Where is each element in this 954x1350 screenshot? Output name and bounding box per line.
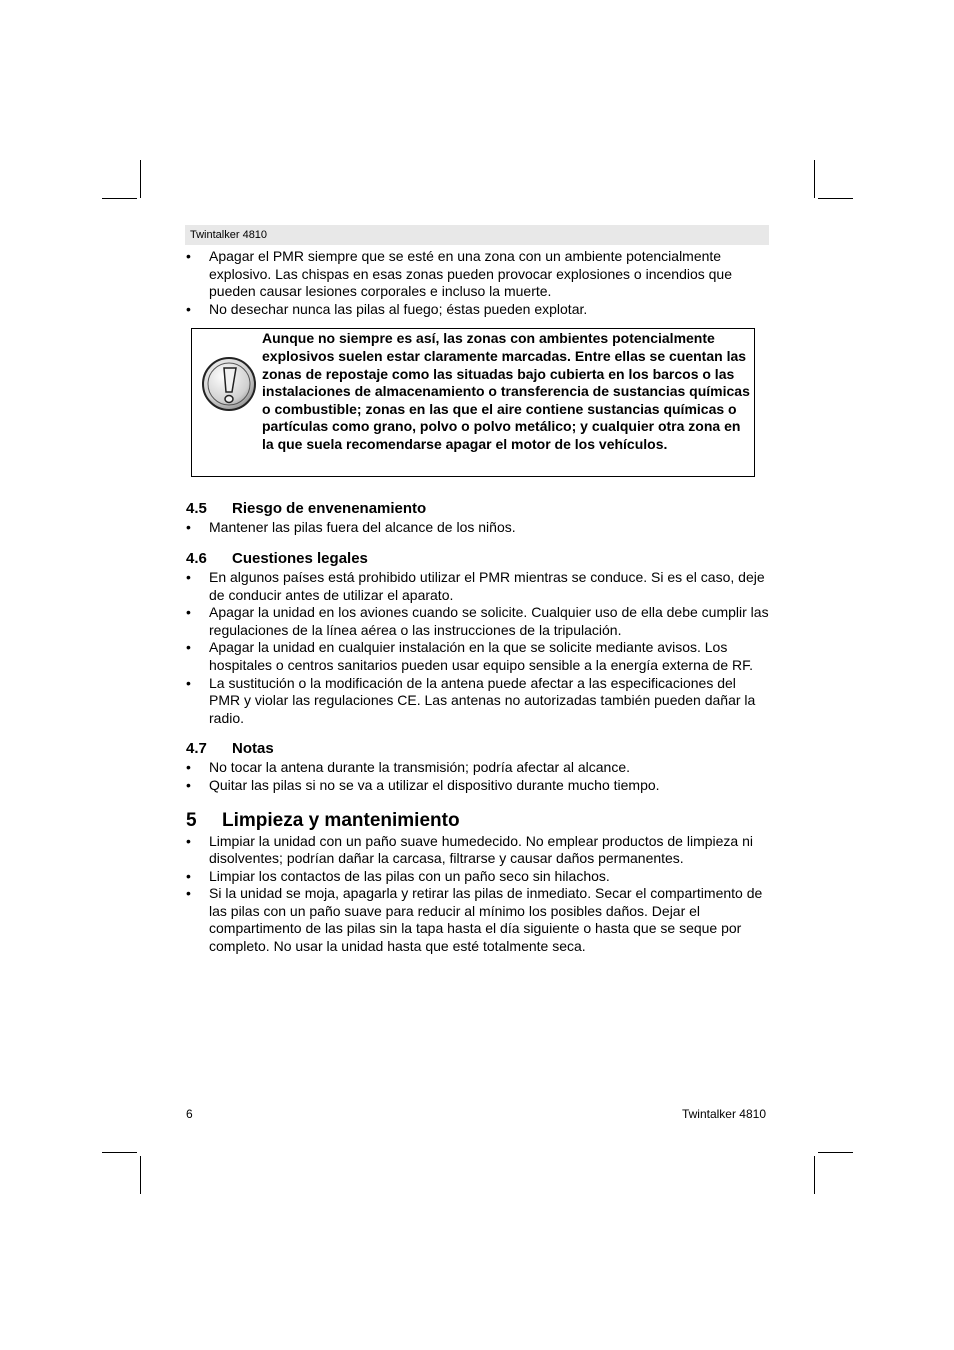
chapter-number: 5: [186, 809, 197, 831]
header-title: Twintalker 4810: [190, 229, 268, 241]
page-content: [186, 248, 770, 956]
list-item: • Mantener las pilas fuera del alcance de los niños.: [186, 519, 770, 537]
list-item: • No tocar la antena durante la transmisión; podría afectar al alcance.: [186, 759, 770, 777]
crop-mark-bottom-left-h: [102, 1152, 137, 1153]
footer-title: Twintalker 4810: [681, 1107, 766, 1121]
crop-mark-top-right-h: [818, 198, 853, 199]
section-4-7-list: [186, 759, 770, 794]
list-item: • Si la unidad se moja, apagarla y retirar las pilas de inmediato. Secar el compartimento de las pilas con un paño suave para reducir al mínimo los posibles daños. Dejar el compartimento de las pilas sin la tapa hasta el día siguiente o hasta que se seque por completo. No usar la unidad hasta que esté totalmente seca.: [186, 885, 770, 955]
running-header: [185, 225, 769, 245]
section-heading-4-7: [186, 739, 770, 759]
crop-mark-top-left-h: [102, 198, 137, 199]
section-heading-4-6: [186, 549, 770, 569]
chapter-5-list: [186, 833, 770, 956]
crop-mark-bottom-right-h: [818, 1152, 853, 1153]
section-title: Notas: [232, 740, 274, 758]
section-4-5-list: [186, 519, 770, 537]
warning-text: Aunque no siempre es así, las zonas con ambientes potencialmente explosivos suelen estar claramente marcadas. Entre ellas se cuentan las zonas de repostaje como las situadas bajo cubierta en los barcos o las instalaciones de almacenamiento o transferencia de sustancias químicas o combustible; zonas en las que el aire contiene sustancias químicas o partículas como grano, polvo o polvo metálico; y cualquier otra zona en la que suela recomendarse apagar el motor de los vehículos.: [262, 330, 750, 452]
list-item: • Limpiar los contactos de las pilas con un paño seco sin hilachos.: [186, 868, 770, 886]
list-item: • Quitar las pilas si no se va a utilizar el dispositivo durante mucho tiempo.: [186, 777, 770, 795]
exclamation-warning-icon: [201, 356, 257, 412]
list-item: • Limpiar la unidad con un paño suave humedecido. No emplear productos de limpieza ni disolventes; podrían dañar la carcasa, filtrarse y causar daños permanentes.: [186, 833, 770, 868]
crop-mark-bottom-right-v: [814, 1156, 815, 1194]
section-title: Riesgo de envenenamiento: [232, 500, 427, 518]
list-item: • La sustitución o la modificación de la antena puede afectar a las especificaciones del PMR y violar las regulaciones CE. Las antenas no autorizadas también pueden dañar la radio.: [186, 675, 770, 728]
section-4-6-list: [186, 569, 770, 727]
page-number: 6: [186, 1107, 193, 1121]
list-item: • En algunos países está prohibido utilizar el PMR mientras se conduce. Si es el caso, deje de conducir antes de utilizar el aparato.: [186, 569, 770, 604]
list-item: • Apagar la unidad en los aviones cuando se solicite. Cualquier uso de ella debe cumplir las regulaciones de la línea aérea o las instrucciones de la tripulación.: [186, 604, 770, 639]
section-heading-4-5: [186, 499, 770, 519]
section-number: 4.7: [186, 740, 207, 758]
crop-mark-top-right-v: [814, 160, 815, 198]
section-number: 4.5: [186, 500, 207, 518]
chapter-heading-5: [186, 809, 770, 833]
crop-mark-bottom-left-v: [140, 1156, 141, 1194]
list-item: • No desechar nunca las pilas al fuego; éstas pueden explotar.: [186, 301, 770, 319]
list-item: • Apagar el PMR siempre que se esté en una zona con un ambiente potencialmente explosivo. Las chispas en esas zonas pueden provocar explosiones o incendios que pueden causar lesiones corporales e incluso la muerte.: [186, 248, 770, 301]
warning-box: [191, 328, 755, 477]
section-number: 4.6: [186, 549, 207, 567]
list-item: • Apagar la unidad en cualquier instalación en la que se solicite mediante avisos. Los hospitales o centros sanitarios pueden usar equipo sensible a la energía externa de RF.: [186, 639, 770, 674]
intro-bullet-list: [186, 248, 770, 318]
section-title: Cuestiones legales: [232, 549, 368, 567]
chapter-title: Limpieza y mantenimiento: [222, 809, 460, 831]
crop-mark-top-left-v: [140, 160, 141, 198]
